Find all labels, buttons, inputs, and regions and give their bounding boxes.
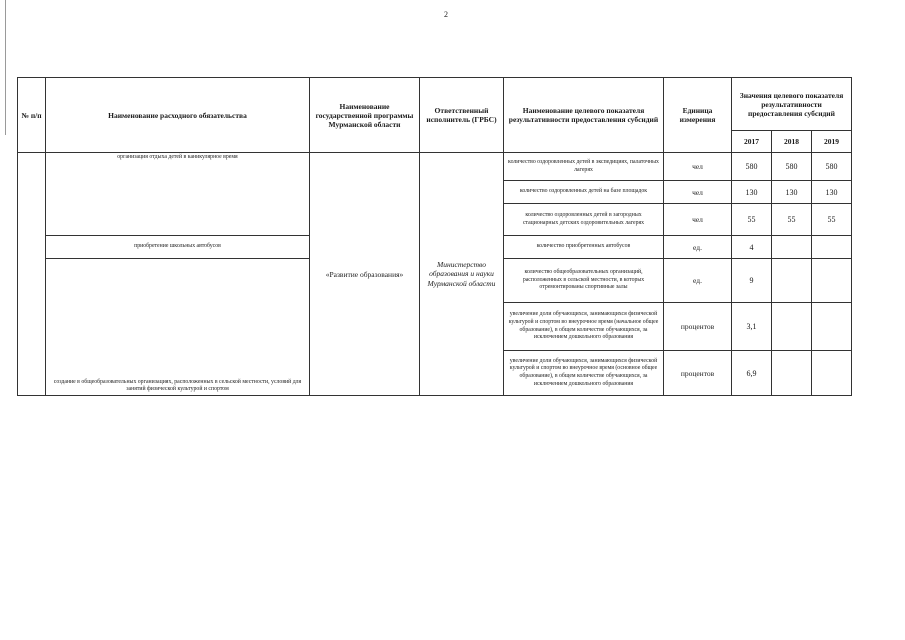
obligation-cell: организация отдыха детей в каникулярное время	[46, 153, 310, 236]
header-year-2018: 2018	[772, 131, 812, 153]
value-2019-cell	[812, 236, 852, 259]
margin-rule	[5, 0, 6, 135]
unit-cell: чел	[664, 181, 732, 204]
value-2018-cell	[772, 303, 812, 351]
value-2017-cell: 9	[732, 259, 772, 303]
header-indicator: Наименование целевого показателя результативности предоставления субсидий	[504, 78, 664, 153]
value-2017-cell: 580	[732, 153, 772, 181]
indicator-cell: количество общеобразовательных организаций, расположенных в сельской местности, в которых отремонтированы спортивные залы	[504, 259, 664, 303]
value-2017-cell: 4	[732, 236, 772, 259]
value-2018-cell: 580	[772, 153, 812, 181]
obligation-cell: создание в общеобразовательных организациях, расположенных в сельской местности, условий для занятий физической культурой и спортом	[46, 259, 310, 396]
header-program: Наименование государственной программы Мурманской области	[310, 78, 420, 153]
obligation-cell: приобретение школьных автобусов	[46, 236, 310, 259]
value-2019-cell: 130	[812, 181, 852, 204]
subsidy-indicators-table	[17, 77, 852, 396]
indicator-cell: количество оздоровленных детей в загородных стационарных детских оздоровительных лагерях	[504, 204, 664, 236]
indicator-cell: увеличение доли обучающихся, занимающихся физической культурой и спортом во внеурочное время (основное общее образование), в общем количестве обучающихся, за исключением дошкольного образования	[504, 351, 664, 396]
value-2018-cell: 55	[772, 204, 812, 236]
value-2017-cell: 55	[732, 204, 772, 236]
header-num: № п/п	[18, 78, 46, 153]
executor-cell: Министерство образования и науки Мурманской области	[420, 153, 504, 396]
unit-cell: процентов	[664, 303, 732, 351]
header-year-2017: 2017	[732, 131, 772, 153]
value-2017-cell: 130	[732, 181, 772, 204]
unit-cell: ед.	[664, 236, 732, 259]
value-2018-cell: 130	[772, 181, 812, 204]
value-2018-cell	[772, 236, 812, 259]
header-obligation: Наименование расходного обязательства	[46, 78, 310, 153]
header-values-group: Значения целевого показателя результативности предоставления субсидий	[732, 78, 852, 131]
value-2019-cell	[812, 303, 852, 351]
program-cell: «Развитие образования»	[310, 153, 420, 396]
indicator-cell: количество приобретенных автобусов	[504, 236, 664, 259]
unit-cell: чел	[664, 204, 732, 236]
unit-cell: ед.	[664, 259, 732, 303]
header-unit: Единица измерения	[664, 78, 732, 153]
page-number: 2	[444, 10, 448, 19]
indicator-cell: количество оздоровленных детей на базе площадок	[504, 181, 664, 204]
value-2019-cell: 55	[812, 204, 852, 236]
unit-cell: чел	[664, 153, 732, 181]
value-2018-cell	[772, 351, 812, 396]
indicator-cell: увеличение доли обучающихся, занимающихся физической культурой и спортом во внеурочное время (начальное общее образование), в общем количестве обучающихся, за исключением дошкольного образования	[504, 303, 664, 351]
value-2019-cell	[812, 259, 852, 303]
row-number-cell	[18, 153, 46, 396]
value-2019-cell	[812, 351, 852, 396]
indicator-cell: количество оздоровленных детей в экспедициях, палаточных лагерях	[504, 153, 664, 181]
header-executor: Ответственный исполнитель (ГРБС)	[420, 78, 504, 153]
value-2018-cell	[772, 259, 812, 303]
header-year-2019: 2019	[812, 131, 852, 153]
table-row	[18, 153, 852, 181]
unit-cell: процентов	[664, 351, 732, 396]
value-2017-cell: 6,9	[732, 351, 772, 396]
value-2017-cell: 3,1	[732, 303, 772, 351]
value-2019-cell: 580	[812, 153, 852, 181]
